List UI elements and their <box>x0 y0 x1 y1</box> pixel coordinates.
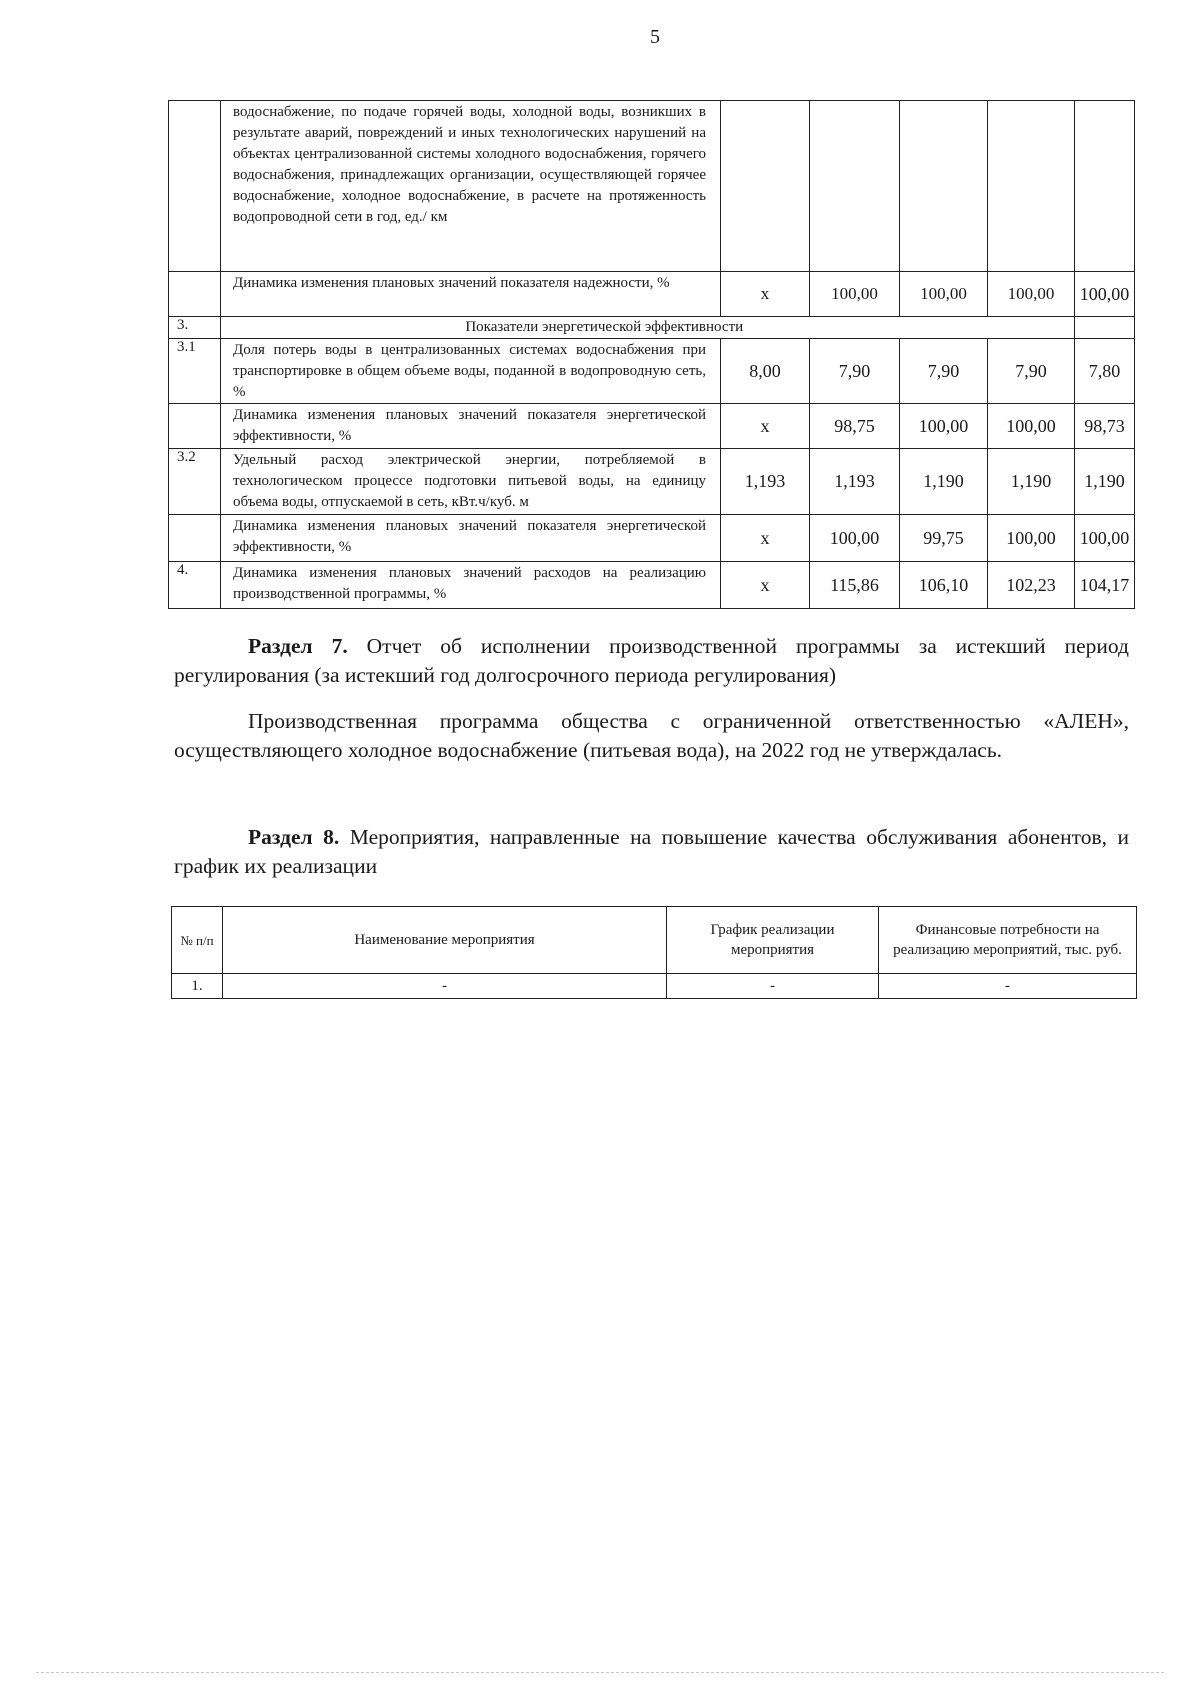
value-cell: 100,00 <box>1075 515 1135 562</box>
value-cell: 99,75 <box>900 515 988 562</box>
row-number: 3.1 <box>169 339 221 404</box>
value-cell: 7,90 <box>988 339 1075 404</box>
empty-cell <box>1075 317 1135 339</box>
value-cell: 104,17 <box>1075 562 1135 609</box>
value-cell: х <box>721 272 810 317</box>
value-cell: 102,23 <box>988 562 1075 609</box>
indicator-text: Удельный расход электрической энергии, потребляемой в технологическом процессе подготовки питьевой воды, на единицу объема воды, отпускаемой в сеть, кВт.ч/куб. м <box>221 449 721 515</box>
column-header: График реализации мероприятия <box>667 907 879 974</box>
table-cell: - <box>223 974 667 999</box>
value-cell: 8,00 <box>721 339 810 404</box>
table-row <box>169 404 1135 449</box>
row-number <box>169 101 221 272</box>
value-cell: 1,193 <box>810 449 900 515</box>
value-cell: 7,80 <box>1075 339 1135 404</box>
table-cell: - <box>879 974 1137 999</box>
table-row <box>169 272 1135 317</box>
value-cell: х <box>721 404 810 449</box>
scan-edge-line <box>36 1672 1164 1673</box>
value-cell: 1,190 <box>900 449 988 515</box>
row-number <box>169 515 221 562</box>
section-row <box>169 317 1135 339</box>
indicator-text: Доля потерь воды в централизованных системах водоснабжения при транспортировке в общем объеме воды, поданной в водопроводную сеть, % <box>221 339 721 404</box>
indicator-text: Динамика изменения плановых значений показателя энергетической эффективности, % <box>221 404 721 449</box>
value-cell: 1,190 <box>988 449 1075 515</box>
value-cell: 1,190 <box>1075 449 1135 515</box>
table-cell: 1. <box>172 974 223 999</box>
value-cell: 100,00 <box>810 272 900 317</box>
section7-label: Раздел 7. <box>248 634 348 658</box>
value-cell: 7,90 <box>900 339 988 404</box>
indicator-text: Динамика изменения плановых значений показателя надежности, % <box>221 272 721 317</box>
table-row <box>169 101 1135 272</box>
table-row <box>172 974 1137 999</box>
section7-title: Отчет об исполнении производственной программы за истекший период регулирования (за истекший год долгосрочного периода регулирования) <box>174 634 1130 687</box>
row-number <box>169 272 221 317</box>
value-cell <box>810 101 900 272</box>
value-cell: х <box>721 515 810 562</box>
indicators-table <box>168 100 1135 609</box>
indicator-text: Динамика изменения плановых значений показателя энергетической эффективности, % <box>221 515 721 562</box>
table-cell: - <box>667 974 879 999</box>
value-cell: 106,10 <box>900 562 988 609</box>
value-cell: 100,00 <box>988 515 1075 562</box>
value-cell: х <box>721 562 810 609</box>
column-header: Наименование мероприятия <box>223 907 667 974</box>
row-number: 3.2 <box>169 449 221 515</box>
value-cell: 100,00 <box>810 515 900 562</box>
table-row <box>169 339 1135 404</box>
value-cell: 115,86 <box>810 562 900 609</box>
column-header: № п/п <box>172 907 223 974</box>
section8-label: Раздел 8. <box>248 825 340 849</box>
indicator-text: водоснабжение, по подаче горячей воды, холодной воды, возникших в результате аварий, повреждений и иных технологических нарушений на объектах централизованной системы холодного водоснабжения, горячего водоснабжения, принадлежащих организации, осуществляющей горячее водоснабжение, холодное водоснабжение, в расчете на протяженность водопроводной сети в год, ед./ км <box>221 101 721 272</box>
row-number <box>169 404 221 449</box>
value-cell: 100,00 <box>988 272 1075 317</box>
empty-cell <box>988 317 1075 339</box>
page-number: 5 <box>650 26 660 48</box>
section7-heading <box>174 632 1129 690</box>
value-cell: 100,00 <box>900 404 988 449</box>
indicator-text: Динамика изменения плановых значений расходов на реализацию производственной программы, % <box>221 562 721 609</box>
table-row <box>169 562 1135 609</box>
value-cell <box>988 101 1075 272</box>
section7-body: Производственная программа общества с ограниченной ответственностью «АЛЕН», осуществляющего холодное водоснабжение (питьевая вода), на 2022 год не утверждалась. <box>174 709 1129 762</box>
row-number: 4. <box>169 562 221 609</box>
value-cell: 100,00 <box>1075 272 1135 317</box>
value-cell: 100,00 <box>900 272 988 317</box>
column-header: Финансовые потребности на реализацию мероприятий, тыс. руб. <box>879 907 1137 974</box>
value-cell: 1,193 <box>721 449 810 515</box>
value-cell: 7,90 <box>810 339 900 404</box>
table-header-row <box>172 907 1137 974</box>
measures-table <box>171 906 1137 999</box>
value-cell <box>721 101 810 272</box>
value-cell: 98,73 <box>1075 404 1135 449</box>
table-row <box>169 449 1135 515</box>
section-title: Показатели энергетической эффективности <box>221 317 988 339</box>
section8-title: Мероприятия, направленные на повышение качества обслуживания абонентов, и график их реализации <box>174 825 1129 878</box>
value-cell: 100,00 <box>988 404 1075 449</box>
section8-heading <box>174 823 1129 881</box>
row-number: 3. <box>169 317 221 339</box>
value-cell: 98,75 <box>810 404 900 449</box>
value-cell <box>900 101 988 272</box>
table-row <box>169 515 1135 562</box>
value-cell <box>1075 101 1135 272</box>
